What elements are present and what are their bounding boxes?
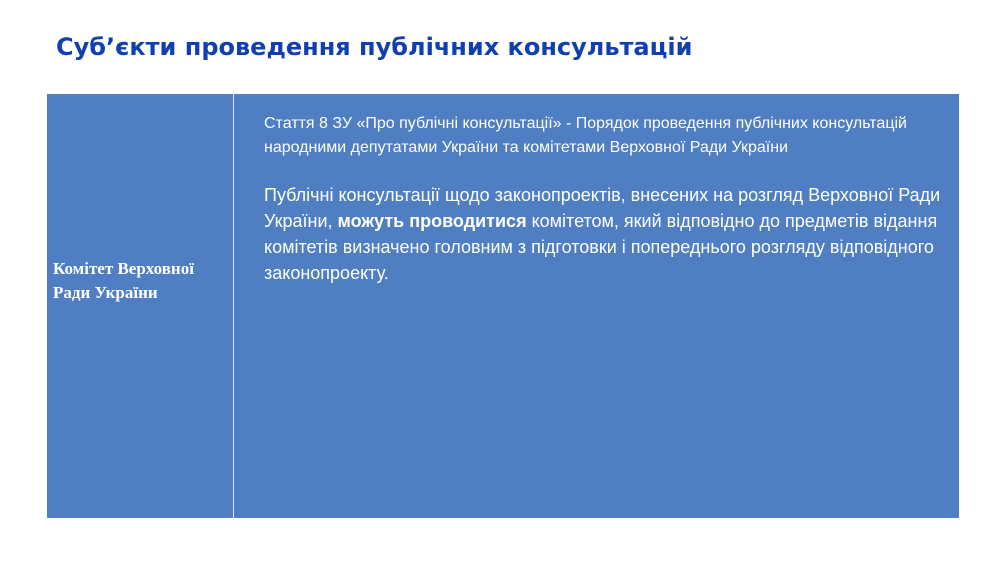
description-part-1: Публічні консультації щодо законопроектів, внесених на розгляд Верховної Ради України, [264,185,941,231]
consultation-description [264,182,949,286]
subject-cell [47,94,234,518]
subject-label: Комітет Верховної Ради України [53,259,194,302]
description-emphasis: можуть проводитися [337,211,527,231]
content-table [47,94,959,518]
slide-title: Суб’єкти проведення публічних консультацій [56,33,693,61]
legal-reference-text: Стаття 8 ЗУ «Про публічні консультації» - Порядок проведення публічних консультацій народними депутатами України та комітетами Верховної Ради України [264,115,907,156]
description-part-2: комітетом, який відповідно до предметів відання комітетів визначено головним з підготовки і попереднього розгляду відповідного законопроекту. [264,211,938,283]
description-cell [234,94,959,518]
